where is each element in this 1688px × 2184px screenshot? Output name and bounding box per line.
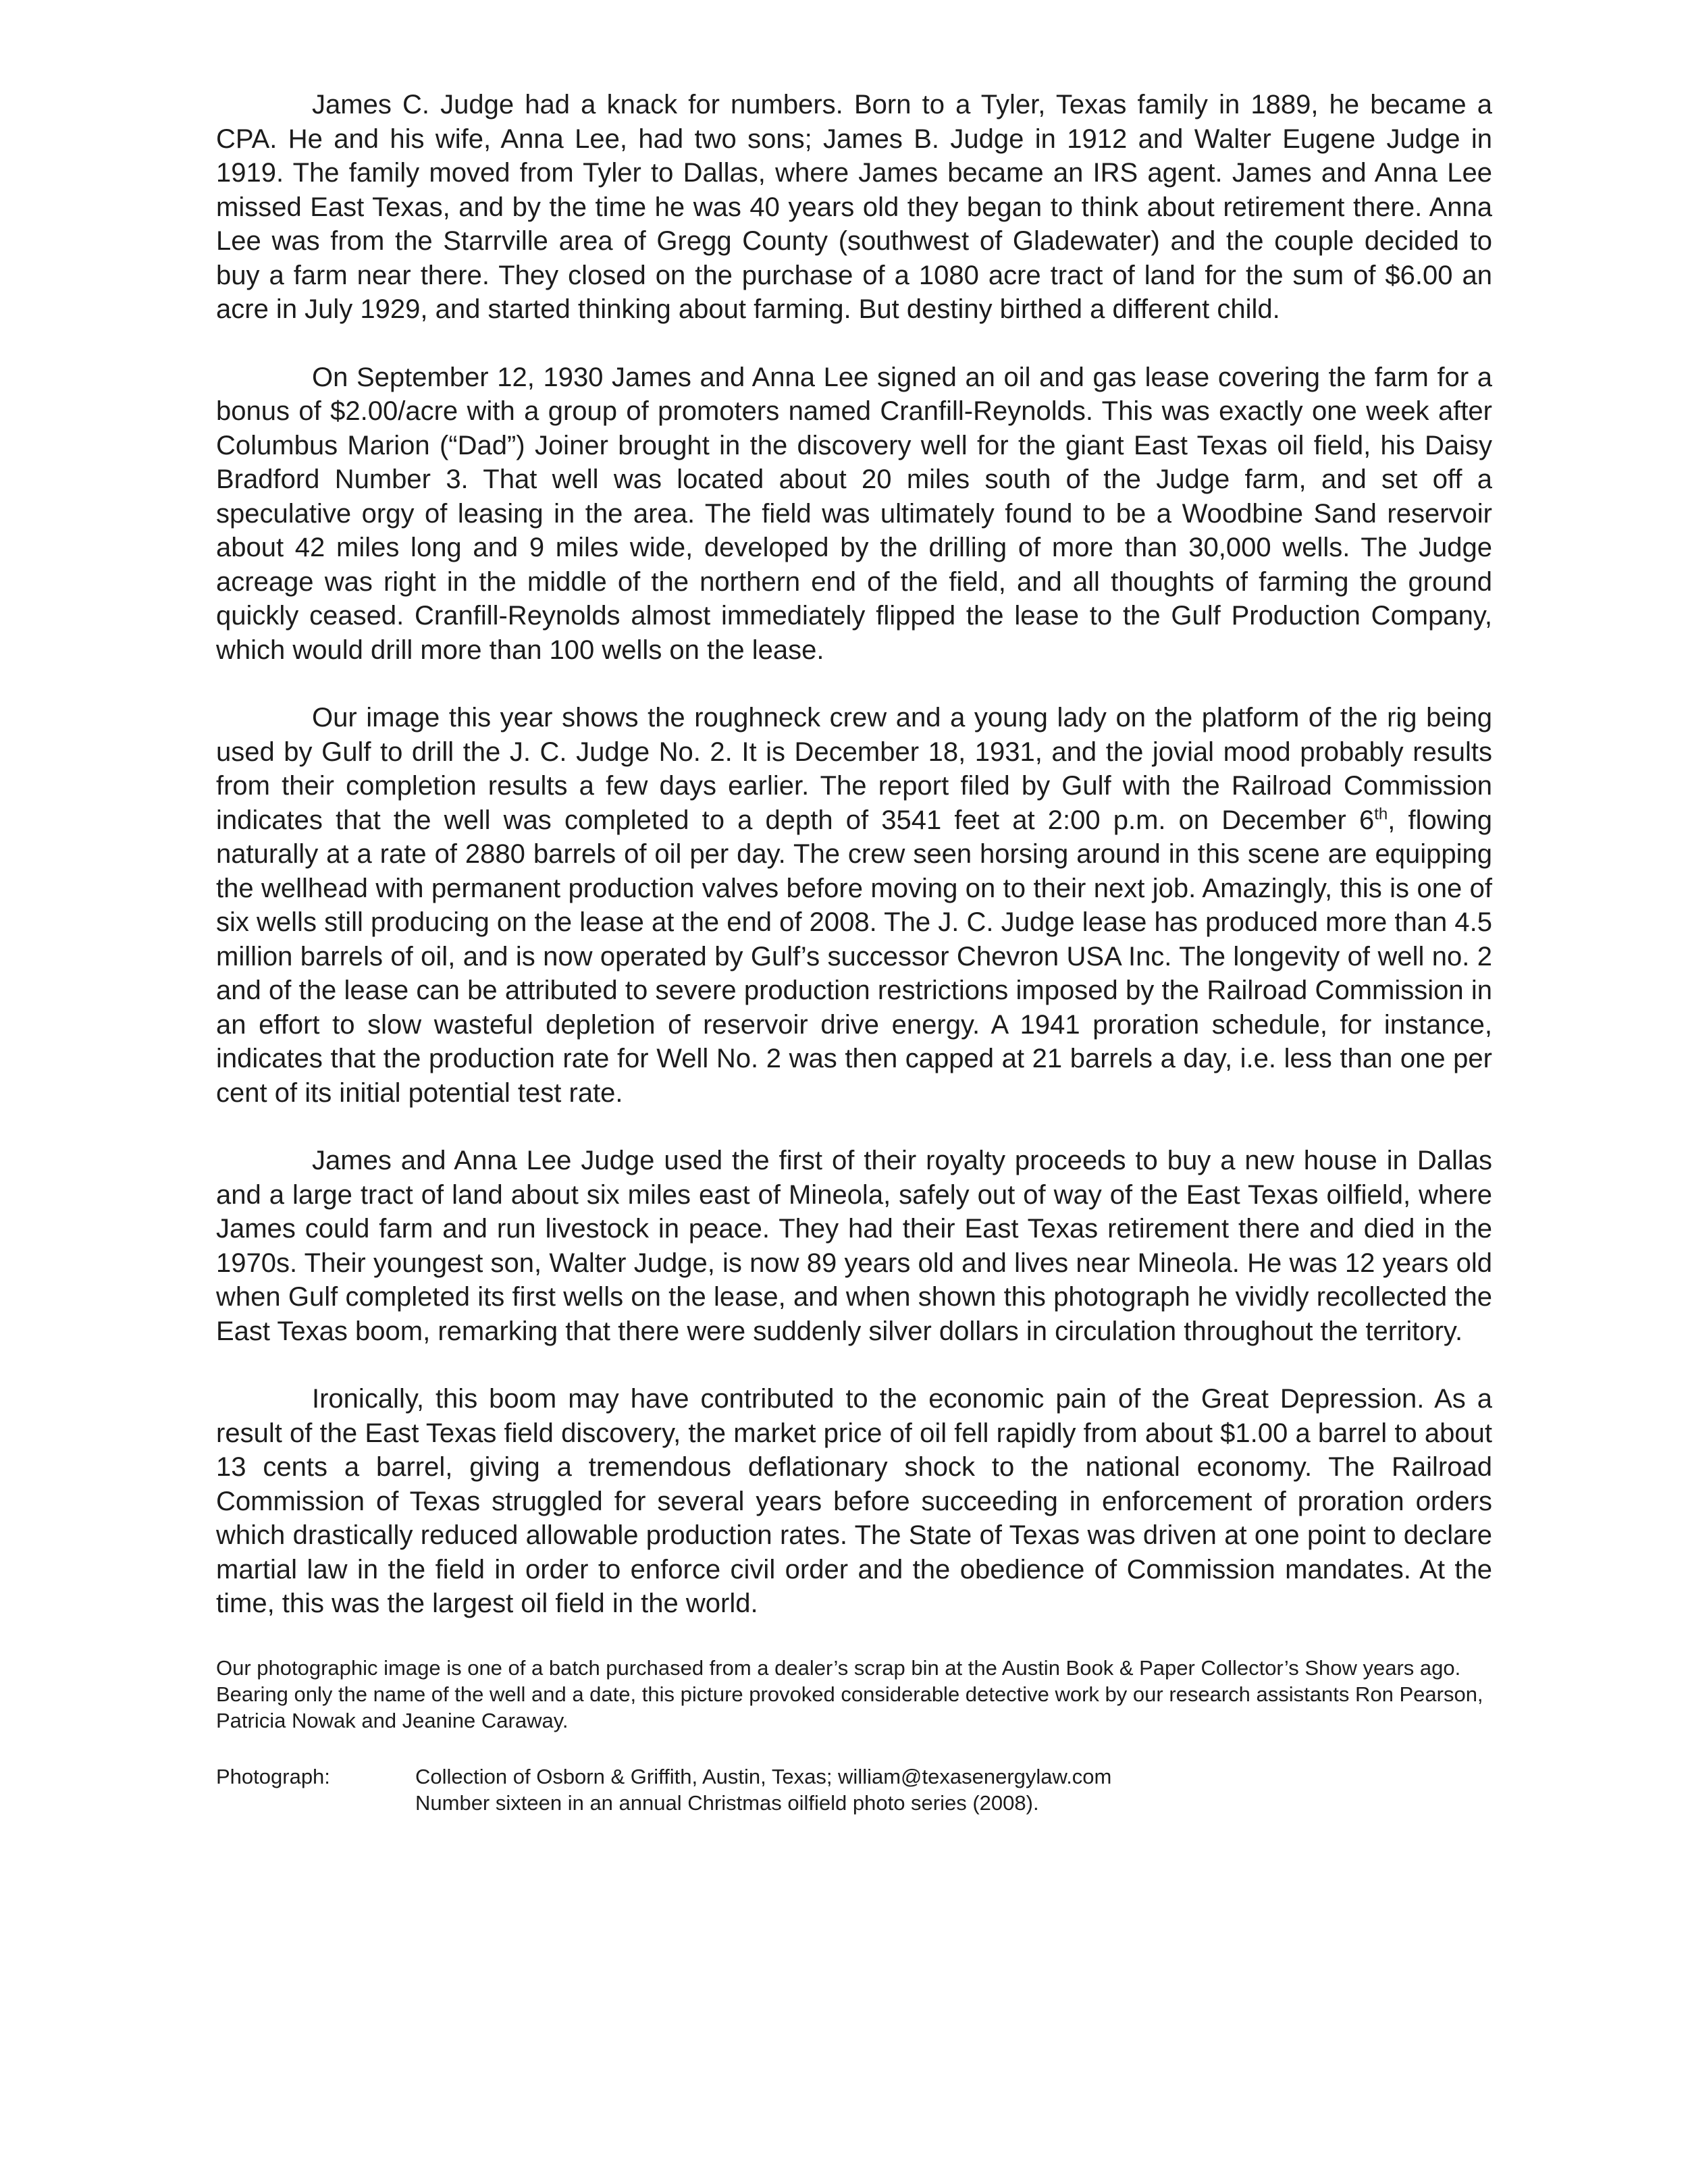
paragraph-judge-no-2-well	[216, 701, 1492, 1110]
paragraph-great-depression: Ironically, this boom may have contributed to the economic pain of the Great Depression. As a result of the East Texas field discovery, the market price of oil fell rapidly from about $1.00 a barrel to about 13 cents a barrel, giving a tremendous deflationary shock to the national economy. The Railroad Commission of Texas struggled for several years before succeeding in enforcement of proration orders which drastically reduced allowable production rates. The State of Texas was driven at one point to declare martial law in the field in order to enforce civil order and the obedience of Commission mandates. At the time, this was the largest oil field in the world.	[216, 1384, 1492, 1618]
credit-label: Photograph:	[216, 1764, 330, 1788]
credit-lines	[415, 1763, 1492, 1816]
paragraph-oil-gas-lease: On September 12, 1930 James and Anna Lee signed an oil and gas lease covering the farm for a bonus of $2.00/acre with a group of promoters named Cranfill-Reynolds. This was exactly one week after Columbus Marion (“Dad”) Joiner brought in the discovery well for the giant East Texas oil field, his Daisy Bradford Number 3. That well was located about 20 miles south of the Judge farm, and set off a speculative orgy of leasing in the area. The field was ultimately found to be a Woodbine Sand reservoir about 42 miles long and 9 miles wide, developed by the drilling of more than 30,000 wells. The Judge acreage was right in the middle of the northern end of the field, and all thoughts of farming the ground quickly ceased. Cranfill-Reynolds almost immediately flipped the lease to the Gulf Production Company, which would drill more than 100 wells on the lease.	[216, 362, 1492, 665]
photograph-credit	[216, 1763, 1492, 1816]
paragraph-royalty-proceeds: James and Anna Lee Judge used the first of their royalty proceeds to buy a new house in Dallas and a large tract of land about six miles east of Mineola, safely out of way of the East Texas oilfield, where James could farm and run livestock in peace. They had their East Texas retirement there and died in the 1970s. Their youngest son, Walter Judge, is now 89 years old and lives near Mineola. He was 12 years old when Gulf completed its first wells on the lease, and when shown this photograph he vividly recollected the East Texas boom, remarking that there were suddenly silver dollars in circulation throughout the territory.	[216, 1146, 1492, 1346]
credit-collection-line: Collection of Osborn & Griffith, Austin, Texas; william@texasenergylaw.com	[415, 1764, 1112, 1788]
paragraph-james-judge-background: James C. Judge had a knack for numbers. Born to a Tyler, Texas family in 1889, he became a CPA. He and his wife, Anna Lee, had two sons; James B. Judge in 1912 and Walter Eugene Judge in 1919. The family moved from Tyler to Dallas, where James became an IRS agent. James and Anna Lee missed East Texas, and by the time he was 40 years old they began to think about retirement there. Anna Lee was from the Starrville area of Gregg County (southwest of Gladewater) and the couple decided to buy a farm near there. They closed on the purchase of a 1080 acre tract of land for the sum of $6.00 an acre in July 1929, and started thinking about farming. But destiny birthed a different child.	[216, 90, 1492, 324]
ordinal-superscript: th	[1374, 805, 1388, 824]
credit-series-line: Number sixteen in an annual Christmas oilfield photo series (2008).	[415, 1790, 1039, 1815]
paragraph-well-text-before: Our image this year shows the roughneck crew and a young lady on the platform of the rig being used by Gulf to drill the J. C. Judge No. 2. It is December 18, 1931, and the jovial mood probably results from their completion results a few days earlier. The report filed by Gulf with the Railroad Commission indicates that the well was completed to a depth of 3541 feet at 2:00 p.m. on December 6	[216, 703, 1492, 835]
photo-source-note: Our photographic image is one of a batch purchased from a dealer’s scrap bin at the Austin Book & Paper Collector’s Show years ago. Bearing only the name of the well and a date, this picture provoked considerable detective work by our research assistants Ron Pearson, Patricia Nowak and Jeanine Caraway.	[216, 1655, 1483, 1732]
paragraph-well-text-after: , flowing naturally at a rate of 2880 barrels of oil per day. The crew seen horsing around in this scene are equipping the wellhead with permanent production valves before moving on to their next job. Amazingly, this is one of six wells still producing on the lease at the end of 2008. The J. C. Judge lease has produced more than 4.5 million barrels of oil, and is now operated by Gulf’s successor Chevron USA Inc. The longevity of well no. 2 and of the lease can be attributed to severe production restrictions imposed by the Railroad Commission in an effort to slow wasteful depletion of reservoir drive energy. A 1941 proration schedule, for instance, indicates that the production rate for Well No. 2 was then capped at 21 barrels a day, i.e. less than one per cent of its initial potential test rate.	[216, 805, 1492, 1108]
document-page	[216, 88, 1492, 1816]
